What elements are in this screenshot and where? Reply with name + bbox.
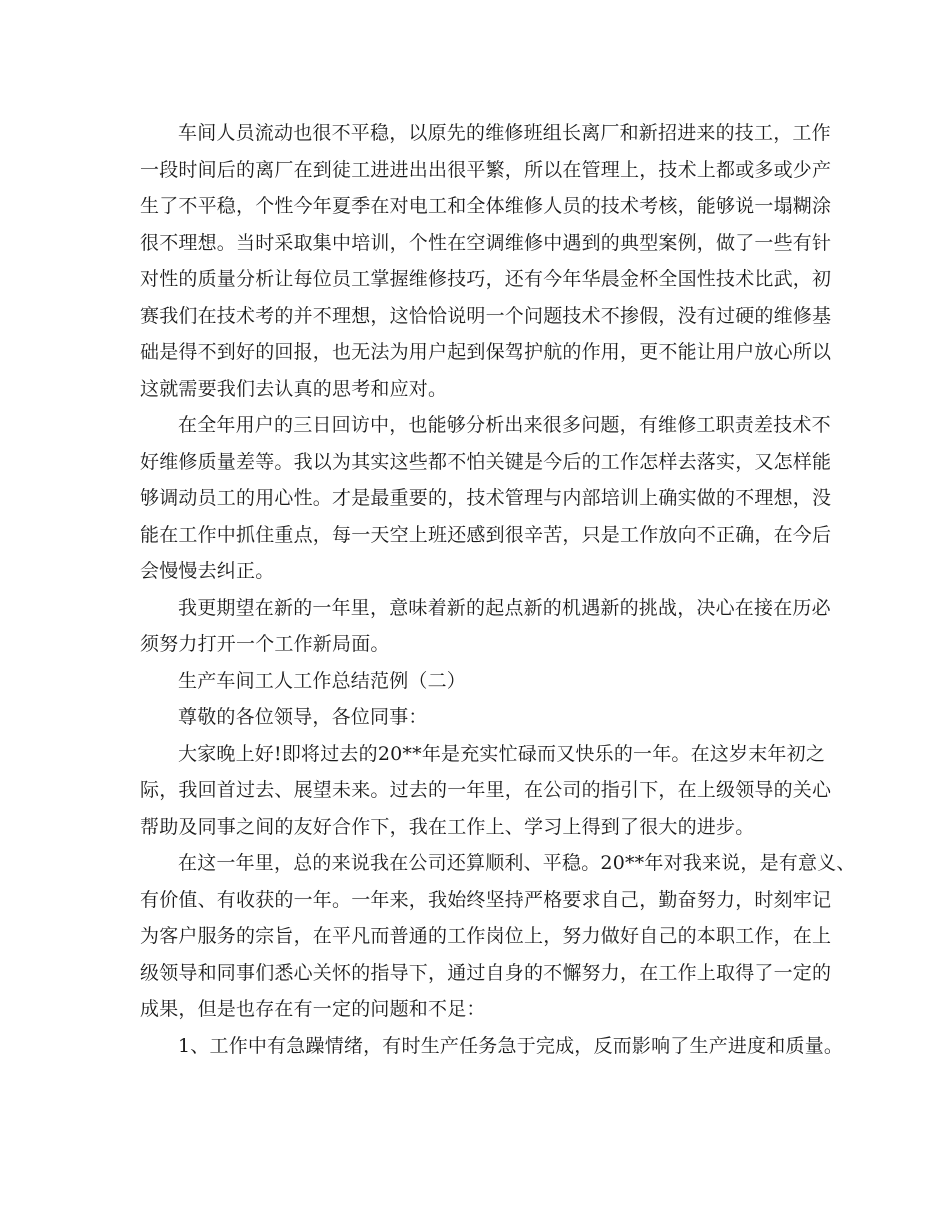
list-item-shortcoming-1 xyxy=(140,1028,844,1065)
text-line: 能在工作中抓住重点，每一天空上班还感到很辛苦，只是工作放向不正确，在今后 xyxy=(140,523,832,546)
salutation-text: 尊敬的各位领导，各位同事： xyxy=(178,706,428,728)
heading-text: 生产车间工人工作总结范例（二） xyxy=(178,669,467,692)
text-line: 础是得不到好的回报，也无法为用户起到保驾护航的作用，更不能让用户放心所以 xyxy=(140,341,832,363)
text-line: 有价值、有收获的一年。一年来，我始终坚持严格要求自己，勤奋努力，时刻牢记 xyxy=(140,888,832,911)
text-line: 成果，但是也存在有一定的问题和不足： xyxy=(140,998,486,1020)
text-line: 帮助及同事之间的友好合作下，我在工作上、学习上得到了很大的进步。 xyxy=(140,815,755,838)
paragraph-user-visits xyxy=(140,407,830,590)
paragraph-year-summary xyxy=(140,845,856,1028)
text-line: 在全年用户的三日回访中，也能够分析出来很多问题，有维修工职责差技术不 xyxy=(178,414,831,436)
text-line: 级领导和同事们悉心关怀的指导下，通过自身的不懈努力，在工作上取得了一定的 xyxy=(140,961,832,984)
text-line: 这就需要我们去认真的思考和应对。 xyxy=(140,377,448,400)
text-line: 够调动员工的用心性。才是最重要的，技术管理与内部培训上确实做的不理想，没 xyxy=(140,487,832,509)
text-line: 生了不平稳，个性今年夏季在对电工和全体维修人员的技术考核，能够说一塌糊涂 xyxy=(140,195,832,217)
paragraph-workshop-staff xyxy=(140,115,830,407)
section-heading xyxy=(140,663,830,700)
text-line: 一段时间后的离厂在到徒工进进出出很平繁，所以在管理上，技术上都或多或少产 xyxy=(140,158,832,181)
text-line: 为客户服务的宗旨，在平凡而普通的工作岗位上，努力做好自己的本职工作，在上 xyxy=(140,925,832,947)
document-body xyxy=(140,115,856,1064)
text-line: 很不理想。当时采取集中培训，个性在空调维修中遇到的典型案例，做了一些有针 xyxy=(140,231,832,254)
paragraph-new-year-hope xyxy=(140,590,830,663)
paragraph-greeting xyxy=(140,736,830,846)
text-line: 在这一年里，总的来说我在公司还算顺利、平稳。20**年对我来说，是有意义、 xyxy=(178,852,856,874)
text-line: 际，我回首过去、展望未来。过去的一年里，在公司的指引下，在上级领导的关心 xyxy=(140,779,832,801)
text-line: 对性的质量分析让每位员工掌握维修技巧，还有今年华晨金杯全国性技术比武，初 xyxy=(140,268,832,290)
salutation xyxy=(140,699,830,736)
text-line: 会慢慢去纠正。 xyxy=(140,560,275,582)
text-line: 1、工作中有急躁情绪，有时生产任务急于完成，反而影响了生产进度和质量。 xyxy=(178,1034,844,1057)
text-line: 我更期望在新的一年里，意味着新的起点新的机遇新的挑战，决心在接在历必 xyxy=(178,596,831,619)
text-line: 须努力打开一个工作新局面。 xyxy=(140,633,390,655)
text-line: 大家晚上好!即将过去的20**年是充实忙碌而又快乐的一年。在这岁末年初之 xyxy=(178,742,826,765)
text-line: 赛我们在技术考的并不理想，这恰恰说明一个问题技术不掺假，没有过硬的维修基 xyxy=(140,304,832,327)
text-line: 车间人员流动也很不平稳，以原先的维修班组长离厂和新招进来的技工，工作 xyxy=(178,122,831,144)
text-line: 好维修质量差等。我以为其实这些都不怕关键是今后的工作怎样去落实，又怎样能 xyxy=(140,450,832,473)
